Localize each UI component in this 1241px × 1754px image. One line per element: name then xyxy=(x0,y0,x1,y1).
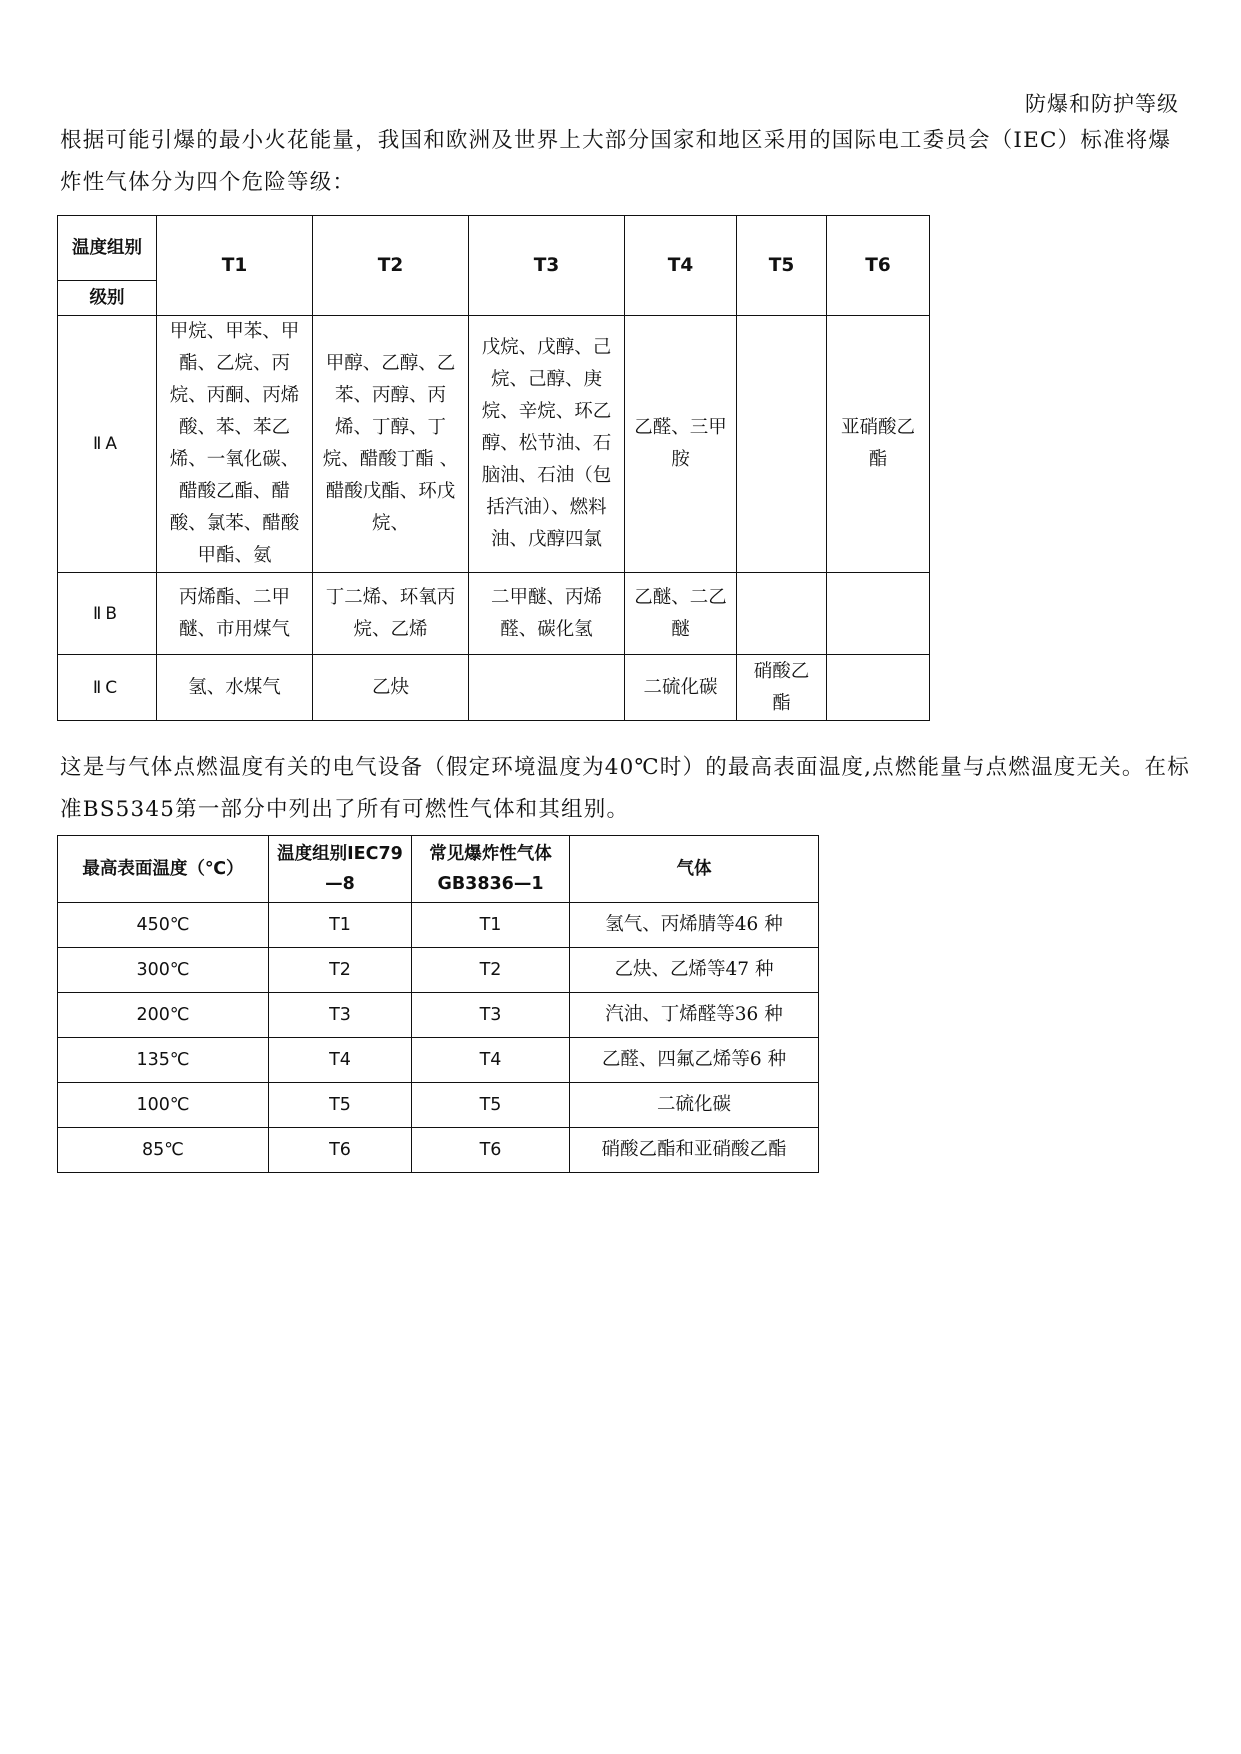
group-label-iic: ⅡC xyxy=(58,655,157,721)
surface-temperature-table xyxy=(57,835,819,1173)
table-row xyxy=(58,903,819,948)
group-label-iia: ⅡA xyxy=(58,316,157,573)
table-row xyxy=(58,1128,819,1173)
table-cell: 二甲醚、丙烯醛、碳化氢 xyxy=(469,573,625,655)
table-cell: 乙醛、四氟乙烯等6 种 xyxy=(570,1038,819,1083)
table-cell: T1 xyxy=(269,903,412,948)
table-row xyxy=(58,1083,819,1128)
table-cell: T6 xyxy=(412,1128,570,1173)
table-cell: T2 xyxy=(269,948,412,993)
page-header-title: 防爆和防护等级 xyxy=(1025,92,1179,116)
corner-header-bottom: 级别 xyxy=(58,281,157,316)
table-row xyxy=(58,948,819,993)
table-cell: T2 xyxy=(412,948,570,993)
table-cell: 氢气、丙烯腈等46 种 xyxy=(570,903,819,948)
table-cell: 甲烷、甲苯、甲酯、乙烷、丙烷、丙酮、丙烯酸、苯、苯乙烯、一氧化碳、醋酸乙酯、醋酸、氯苯、醋酸甲酯、氨 xyxy=(157,316,313,573)
table-cell: 450℃ xyxy=(58,903,269,948)
table-cell: 乙炔、乙烯等47 种 xyxy=(570,948,819,993)
table-cell: 135℃ xyxy=(58,1038,269,1083)
table-row xyxy=(58,1038,819,1083)
col-header-t3: T3 xyxy=(469,216,625,316)
table-cell xyxy=(827,573,930,655)
table-cell: T5 xyxy=(412,1083,570,1128)
table-cell: 乙醚、二乙醚 xyxy=(625,573,737,655)
col-header-max-temp: 最高表面温度（℃） xyxy=(58,836,269,903)
gas-group-table xyxy=(57,215,930,721)
table-cell: 二硫化碳 xyxy=(570,1083,819,1128)
col-header-t6: T6 xyxy=(827,216,930,316)
table-cell: 二硫化碳 xyxy=(625,655,737,721)
table-cell: 乙炔 xyxy=(313,655,469,721)
table-cell: 汽油、丁烯醛等36 种 xyxy=(570,993,819,1038)
table-cell: T3 xyxy=(412,993,570,1038)
table-cell: 丙烯酯、二甲醚、市用煤气 xyxy=(157,573,313,655)
table-cell: 丁二烯、环氧丙烷、乙烯 xyxy=(313,573,469,655)
table-cell: T1 xyxy=(412,903,570,948)
table-cell: 硝酸乙酯 xyxy=(737,655,827,721)
col-header-iec-group: 温度组别IEC79—8 xyxy=(269,836,412,903)
table-cell xyxy=(737,316,827,573)
table-cell: 硝酸乙酯和亚硝酸乙酯 xyxy=(570,1128,819,1173)
table-cell: 200℃ xyxy=(58,993,269,1038)
table-cell: 300℃ xyxy=(58,948,269,993)
col-header-gb-group: 常见爆炸性气体GB3836—1 xyxy=(412,836,570,903)
table-cell: 氢、水煤气 xyxy=(157,655,313,721)
col-header-t5: T5 xyxy=(737,216,827,316)
group-label-iib: ⅡB xyxy=(58,573,157,655)
table-row xyxy=(58,993,819,1038)
table-cell: 戊烷、戊醇、己烷、己醇、庚烷、辛烷、环乙醇、松节油、石脑油、石油（包括汽油）、燃料油、戊醇四氯 xyxy=(469,316,625,573)
table-cell: 乙醛、三甲胺 xyxy=(625,316,737,573)
table-cell: T4 xyxy=(269,1038,412,1083)
table-cell: T5 xyxy=(269,1083,412,1128)
table-cell: 100℃ xyxy=(58,1083,269,1128)
table-cell: T4 xyxy=(412,1038,570,1083)
table-cell xyxy=(827,655,930,721)
temperature-paragraph: 这是与气体点燃温度有关的电气设备（假定环境温度为40℃时）的最高表面温度,点燃能量与点燃温度无关。在标准BS5345第一部分中列出了所有可燃性气体和其组别。 xyxy=(60,755,1190,822)
col-header-t4: T4 xyxy=(625,216,737,316)
table-cell: T3 xyxy=(269,993,412,1038)
table-cell xyxy=(737,573,827,655)
table-cell: 85℃ xyxy=(58,1128,269,1173)
table-cell: 亚硝酸乙酯 xyxy=(827,316,930,573)
col-header-t2: T2 xyxy=(313,216,469,316)
corner-header-top: 温度组别 xyxy=(58,216,157,281)
col-header-t1: T1 xyxy=(157,216,313,316)
table-cell: 甲醇、乙醇、乙苯、丙醇、丙烯、丁醇、丁烷、醋酸丁酯 、醋酸戊酯、环戊烷、 xyxy=(313,316,469,573)
table-cell: T6 xyxy=(269,1128,412,1173)
table-cell xyxy=(469,655,625,721)
intro-paragraph: 根据可能引爆的最小火花能量，我国和欧洲及世界上大部分国家和地区采用的国际电工委员会（IEC）标准将爆炸性气体分为四个危险等级： xyxy=(60,128,1172,195)
col-header-gas: 气体 xyxy=(570,836,819,903)
